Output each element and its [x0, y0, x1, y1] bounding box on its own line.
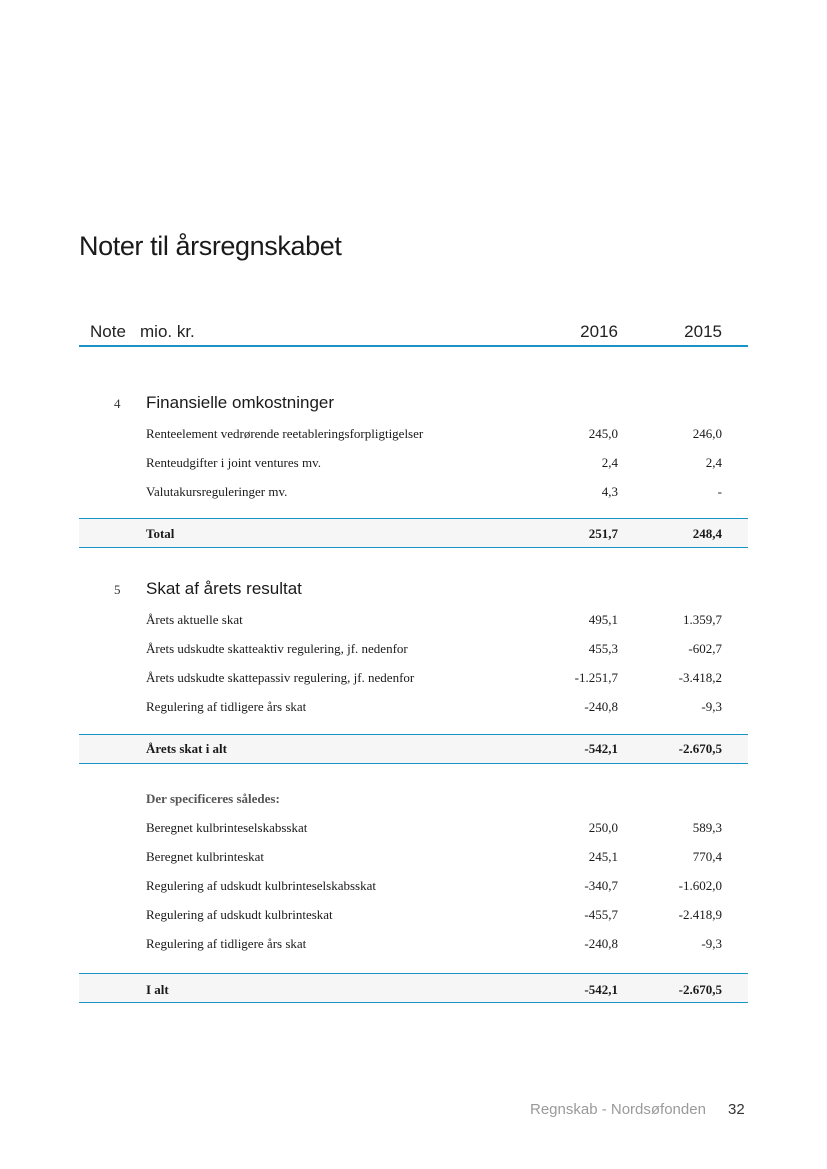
value-2015: -602,7 — [688, 641, 722, 656]
value-2016: 4,3 — [601, 484, 618, 499]
value-2016: 2,4 — [601, 455, 618, 470]
value-2015: 2,4 — [705, 455, 722, 470]
note-number: 5 — [114, 582, 121, 597]
value-2016: -455,7 — [584, 907, 618, 922]
value-2016: 245,1 — [588, 849, 618, 864]
value-2015: -9,3 — [701, 936, 722, 951]
total-band — [79, 973, 748, 1003]
total-label: Årets skat i alt — [146, 741, 228, 756]
value-2016: -240,8 — [584, 936, 618, 951]
row-label: Regulering af udskudt kulbrinteskat — [146, 907, 333, 922]
note-number: 4 — [114, 396, 121, 411]
value-2016: 495,1 — [588, 612, 618, 627]
row-label: Renteelement vedrørende reetableringsforpligtigelser — [146, 426, 424, 441]
total-2015: -2.670,5 — [678, 982, 722, 997]
value-2015: 589,3 — [692, 820, 722, 835]
row-label: Regulering af tidligere års skat — [146, 936, 307, 951]
page-number: 32 — [728, 1101, 745, 1118]
total-2016: -542,1 — [584, 982, 618, 997]
value-2016: -340,7 — [584, 878, 618, 893]
value-2015: 1.359,7 — [683, 612, 722, 627]
value-2015: -3.418,2 — [678, 670, 722, 685]
value-2016: -240,8 — [584, 699, 618, 714]
row-label: Valutakursreguleringer mv. — [146, 484, 288, 499]
header-rule — [79, 345, 748, 347]
total-2016: -542,1 — [584, 741, 618, 756]
header-unit: mio. kr. — [140, 322, 195, 341]
row-label: Regulering af udskudt kulbrinteselskabsskat — [146, 878, 376, 893]
total-2016: 251,7 — [588, 526, 618, 541]
header-year-2015: 2015 — [684, 322, 722, 341]
row-label: Beregnet kulbrinteselskabsskat — [146, 820, 308, 835]
total-label: Total — [146, 526, 175, 541]
subheading: Der specificeres således: — [146, 791, 280, 806]
value-2016: -1.251,7 — [574, 670, 618, 685]
row-label: Årets aktuelle skat — [146, 612, 243, 627]
section-title: Finansielle omkostninger — [146, 393, 335, 412]
row-label: Renteudgifter i joint ventures mv. — [146, 455, 321, 470]
section-title: Skat af årets resultat — [146, 579, 302, 598]
row-label: Regulering af tidligere års skat — [146, 699, 307, 714]
value-2015: 246,0 — [692, 426, 722, 441]
value-2015: 770,4 — [692, 849, 722, 864]
value-2016: 455,3 — [588, 641, 618, 656]
total-2015: -2.670,5 — [678, 741, 722, 756]
header-year-2016: 2016 — [580, 322, 618, 341]
value-2016: 245,0 — [588, 426, 618, 441]
page-title: Noter til årsregnskabet — [79, 231, 342, 261]
total-2015: 248,4 — [692, 526, 722, 541]
value-2015: -9,3 — [701, 699, 722, 714]
header-note: Note — [90, 322, 126, 341]
value-2015: -2.418,9 — [678, 907, 722, 922]
value-2015: -1.602,0 — [678, 878, 722, 893]
value-2016: 250,0 — [588, 820, 618, 835]
row-label: Årets udskudte skattepassiv regulering, jf. nedenfor — [146, 670, 415, 685]
row-label: Beregnet kulbrinteskat — [146, 849, 265, 864]
total-band — [79, 518, 748, 548]
value-2015: - — [717, 484, 722, 499]
footer-text: Regnskab - Nordsøfonden — [530, 1101, 706, 1118]
row-label: Årets udskudte skatteaktiv regulering, jf. nedenfor — [146, 641, 408, 656]
total-label: I alt — [146, 982, 169, 997]
